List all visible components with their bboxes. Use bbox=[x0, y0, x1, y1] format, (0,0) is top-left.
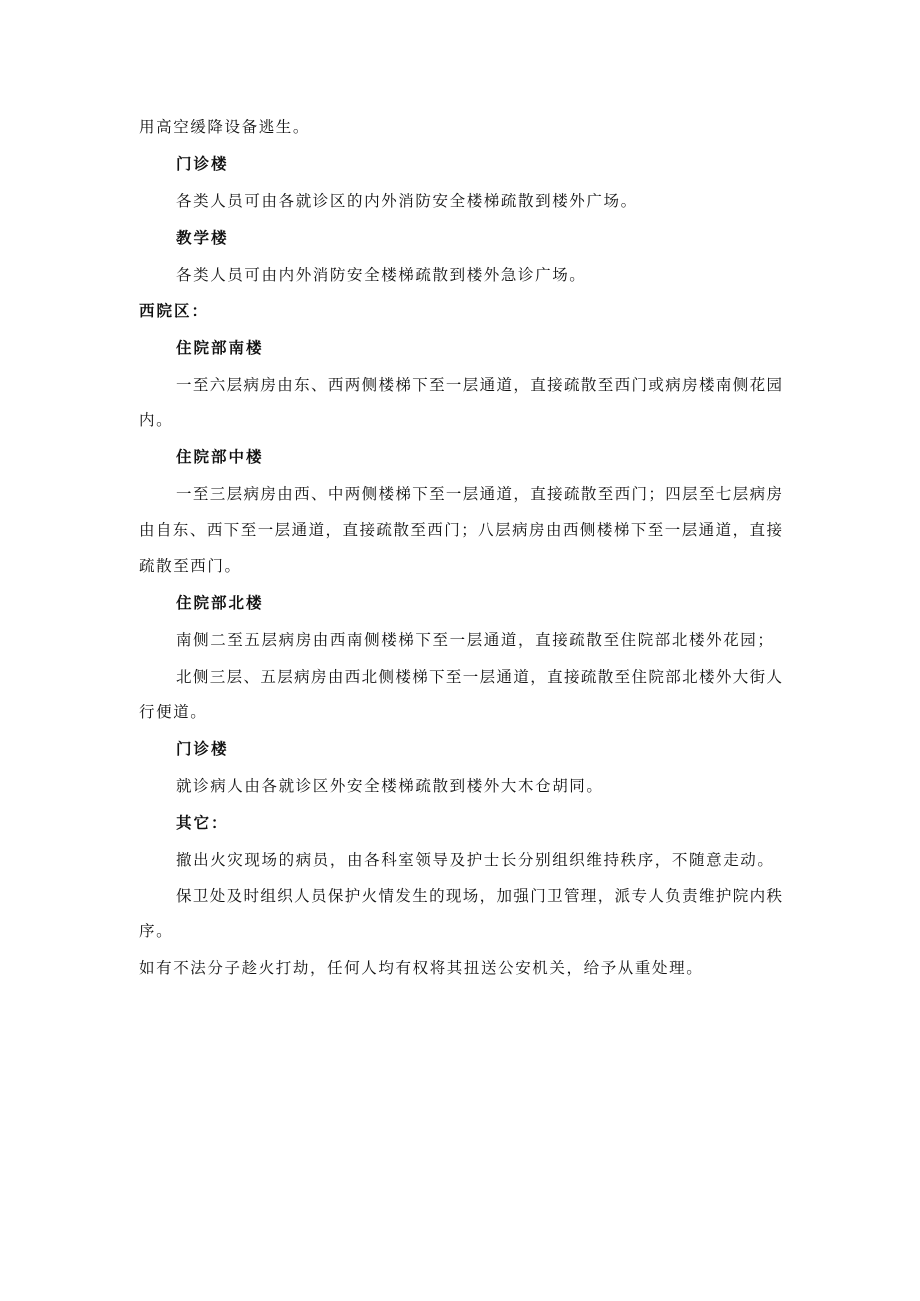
section-heading: 门诊楼 bbox=[176, 154, 229, 173]
section-heading: 住院部南楼 bbox=[176, 338, 264, 357]
text-line: 序。 bbox=[139, 922, 174, 940]
text-line: 疏散至西门。 bbox=[139, 557, 242, 575]
text-line: 内。 bbox=[139, 411, 174, 429]
area-heading: 西院区： bbox=[139, 301, 210, 320]
section-heading: 门诊楼 bbox=[176, 739, 229, 758]
section-heading: 其它： bbox=[176, 813, 229, 832]
text-line: 保卫处及时组织人员保护火情发生的现场，加强门卫管理，派专人负责维护院内秩 bbox=[176, 887, 782, 905]
section-heading: 教学楼 bbox=[176, 228, 229, 247]
text-line: 各类人员可由各就诊区的内外消防安全楼梯疏散到楼外广场。 bbox=[176, 192, 638, 210]
text-line: 用高空缓降设备逃生。 bbox=[139, 118, 311, 136]
text-line: 由自东、西下至一层通道，直接疏散至西门；八层病房由西侧楼梯下至一层通道，直接 bbox=[139, 521, 782, 539]
section-heading: 住院部中楼 bbox=[176, 447, 264, 466]
text-line: 一至三层病房由西、中两侧楼梯下至一层通道，直接疏散至西门；四层至七层病房 bbox=[176, 485, 782, 503]
text-line: 撤出火灾现场的病员，由各科室领导及护士长分别组织维持秩序，不随意走动。 bbox=[176, 851, 775, 869]
text-line: 南侧二至五层病房由西南侧楼梯下至一层通道，直接疏散至住院部北楼外花园； bbox=[176, 631, 775, 649]
text-line: 行便道。 bbox=[139, 703, 208, 721]
text-line: 一至六层病房由东、西两侧楼梯下至一层通道，直接疏散至西门或病房楼南侧花园 bbox=[176, 376, 782, 394]
text-line: 如有不法分子趁火打劫，任何人均有权将其扭送公安机关，给予从重处理。 bbox=[139, 959, 704, 977]
text-line: 各类人员可由内外消防安全楼梯疏散到楼外急诊广场。 bbox=[176, 266, 587, 284]
section-heading: 住院部北楼 bbox=[176, 593, 264, 612]
text-line: 北侧三层、五层病房由西北侧楼梯下至一层通道，直接疏散至住院部北楼外大街人 bbox=[176, 668, 782, 686]
text-line: 就诊病人由各就诊区外安全楼梯疏散到楼外大木仓胡同。 bbox=[176, 777, 604, 795]
